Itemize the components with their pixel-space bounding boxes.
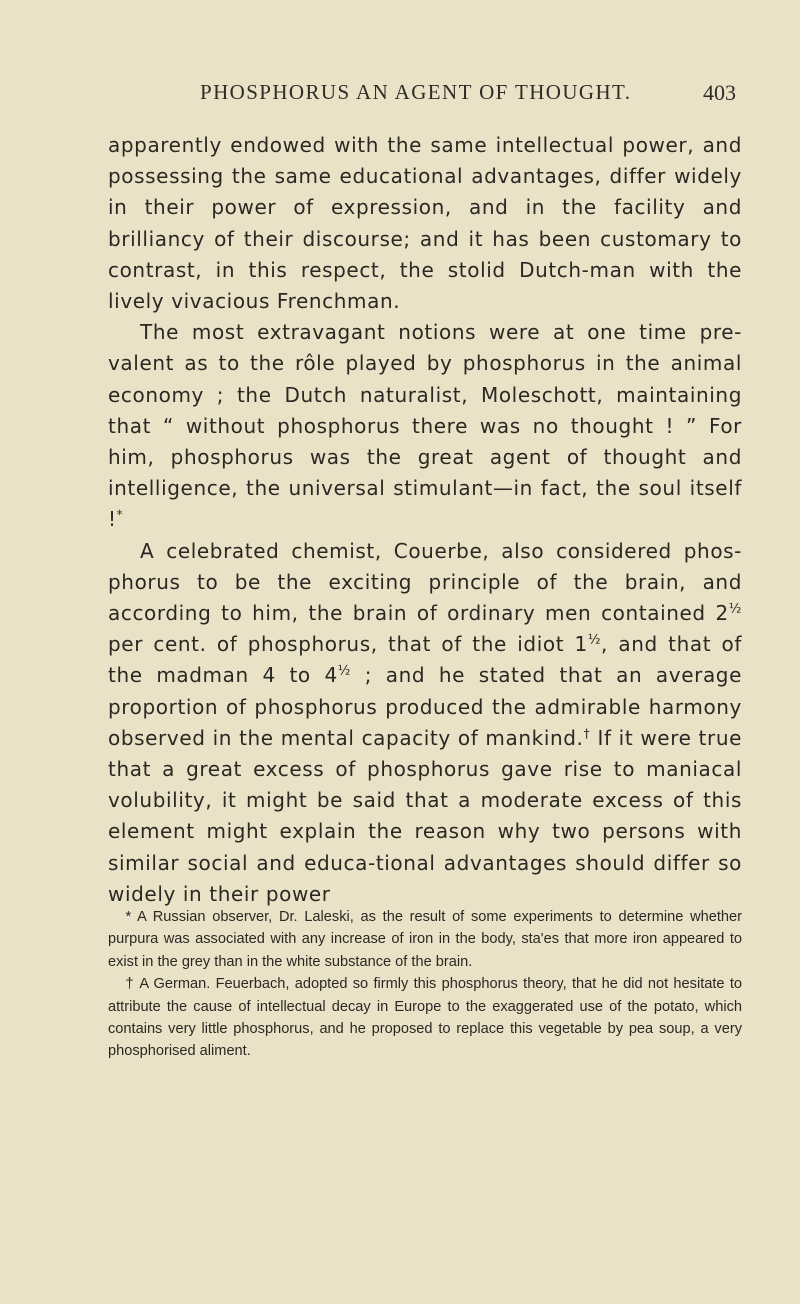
paragraph-3-text-a: A celebrated chemist, Couerbe, also considered phos-phorus to be the exciting principle of the brain, and according to him, the brain of ordinary men contained 2 bbox=[108, 538, 742, 626]
paragraph-3-text-b: per cent. of phosphorus, that of the idiot 1 bbox=[108, 632, 588, 657]
page-number: 403 bbox=[703, 80, 736, 105]
running-head bbox=[108, 80, 748, 110]
fraction-half: ½ bbox=[728, 601, 742, 617]
footnotes bbox=[108, 906, 742, 1063]
paragraph-3-text-c: , and that of the madman 4 to 4 bbox=[108, 632, 742, 688]
fraction-half: ½ bbox=[587, 632, 602, 648]
paragraph-3-text-d: ; and he stated that an average proportion of phosphorus produced the admirable harmony observed in the mental capacity of mankind. bbox=[108, 663, 742, 750]
footnote-ref-asterisk: * bbox=[116, 507, 124, 522]
paragraph-1-text: apparently endowed with the same intellectual power, and possessing the same educational advantages, differ widely in their power of expression, and in the facility and brilliancy of their discourse; and it has been customary to contrast, in this respect, the stolid Dutch-man with the lively vivacious Frenchman. bbox=[108, 133, 742, 314]
running-title: PHOSPHORUS AN AGENT OF THOUGHT. bbox=[200, 80, 632, 104]
footnote-2: † A German. Feuerbach, adopted so firmly this phosphorus theory, that he did not hesitate to attribute the cause of intellectual decay in Europe to the exaggerated use of the potato, which contains very little phosphorus, and he proposed to replace this vegetable by pea soup, a very phosphorised aliment. bbox=[108, 976, 742, 1060]
footnote-1: * A Russian observer, Dr. Laleski, as the result of some experiments to determine whether purpura was associated with any increase of iron in the body, sta'es that more iron appeared to exist in the grey than in the white substance of the brain. bbox=[108, 909, 742, 970]
paragraph-2-text: The most extravagant notions were at one time pre-valent as to the rôle played by phosphorus in the animal economy ; the Dutch naturalist, Moleschott, maintaining that “ without phosphorus there was no thought ! ” For him, phosphorus was the great agent of thought and intelligence, the universal stimulant—in fact, the soul itself ! bbox=[108, 320, 742, 532]
paragraph-1 bbox=[108, 130, 742, 317]
footnote-ref-dagger: † bbox=[583, 726, 591, 741]
paragraph-3-text-e: If it were true that a great excess of phosphorus gave rise to maniacal volubility, it might be said that a moderate excess of this element might explain the reason why two persons with similar social and educa-tional advantages should differ so widely in their power bbox=[108, 725, 743, 906]
body-text bbox=[108, 130, 742, 910]
paragraph-2 bbox=[108, 317, 742, 535]
fraction-half: ½ bbox=[337, 663, 351, 679]
paragraph-3 bbox=[108, 536, 742, 910]
